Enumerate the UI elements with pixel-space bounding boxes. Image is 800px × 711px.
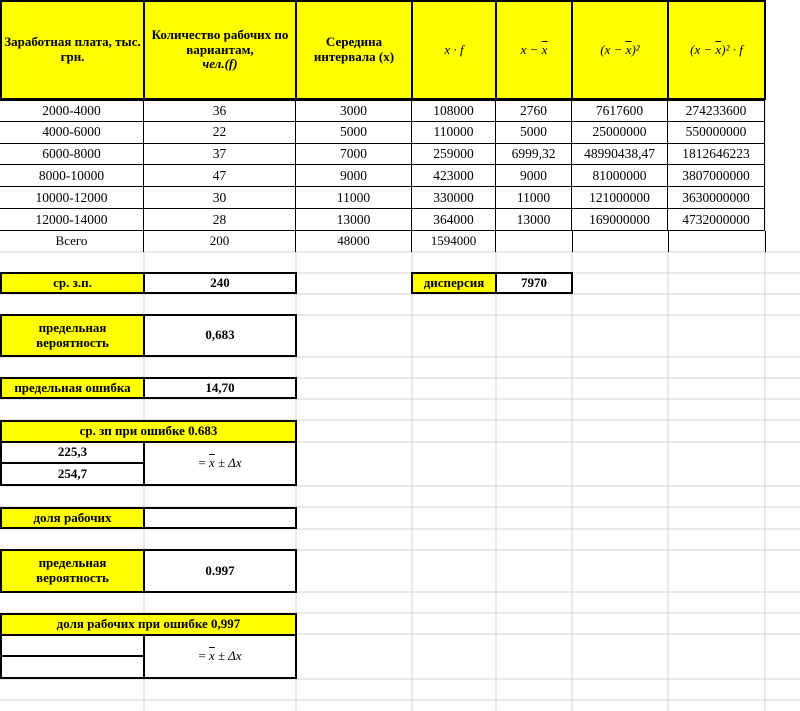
table-cell-range: 2000-4000	[0, 100, 144, 122]
dispersion-value: 7970	[495, 272, 573, 294]
prob1-label: предельная вероятность	[0, 314, 145, 357]
table-cell-xf: 330000	[412, 187, 496, 209]
table-cell-sqf: 3630000000	[668, 187, 765, 209]
table-cell-sqf: 3807000000	[668, 165, 765, 187]
table-cell-sq: 81000000	[572, 165, 668, 187]
total-midpoint: 48000	[296, 231, 412, 252]
table-cell-sqf: 4732000000	[668, 209, 765, 231]
table-cell-dev: 13000	[496, 209, 572, 231]
header-squared-deviation: (x − $\overline{x}$ )²	[571, 0, 669, 100]
table-cell-count: 36	[144, 100, 296, 122]
table-cell-sq: 25000000	[572, 122, 668, 144]
table-cell-xf: 364000	[412, 209, 496, 231]
table-cell-dev: 2760	[496, 100, 572, 122]
header-weighted-squared-deviation: (x − $\overline{x}$ )² · f	[667, 0, 766, 100]
avg-salary-label: ср. з.п.	[0, 272, 145, 294]
avg-salary-value: 240	[143, 272, 297, 294]
table-cell-count: 22	[144, 122, 296, 144]
share-error-low	[0, 634, 145, 657]
header-midpoint: Середина интервала (x)	[295, 0, 413, 100]
table-cell-sq: 169000000	[572, 209, 668, 231]
table-cell-count: 30	[144, 187, 296, 209]
table-cell-range: 12000-14000	[0, 209, 144, 231]
share-value	[143, 507, 297, 529]
table-cell-mid: 7000	[296, 144, 412, 166]
header-workers: Количество рабочих по вариантам, чел.(f)	[143, 0, 297, 100]
header-xf: x · f	[411, 0, 497, 100]
share-error-high	[0, 655, 145, 679]
avg-error-low: 225,3	[0, 441, 145, 464]
table-cell-sq: 48990438,47	[572, 144, 668, 166]
table-cell-dev: 9000	[496, 165, 572, 187]
prob2-value: 0.997	[143, 549, 297, 593]
total-label: Всего	[0, 231, 144, 252]
table-cell-xf: 259000	[412, 144, 496, 166]
header-salary: Заработная плата, тыс. грн.	[0, 0, 145, 100]
table-cell-range: 4000-6000	[0, 122, 144, 144]
interval-formula-1: = $\overline{x}$ ± Δx	[143, 441, 297, 486]
table-cell-count: 28	[144, 209, 296, 231]
dispersion-label: дисперсия	[411, 272, 497, 294]
table-cell-dev: 6999,32	[496, 144, 572, 166]
table-cell-mid: 5000	[296, 122, 412, 144]
table-cell-sqf: 550000000	[668, 122, 765, 144]
total-empty-3	[668, 231, 766, 252]
table-cell-mid: 3000	[296, 100, 412, 122]
table-cell-sq: 7617600	[572, 100, 668, 122]
share-error-label: доля рабочих при ошибке 0,997	[0, 613, 297, 636]
table-cell-count: 47	[144, 165, 296, 187]
table-cell-sq: 121000000	[572, 187, 668, 209]
table-cell-dev: 5000	[496, 122, 572, 144]
error-value: 14,70	[143, 377, 297, 399]
table-cell-mid: 9000	[296, 165, 412, 187]
table-cell-dev: 11000	[496, 187, 572, 209]
table-cell-mid: 13000	[296, 209, 412, 231]
error-label: предельная ошибка	[0, 377, 145, 399]
prob2-label: предельная вероятность	[0, 549, 145, 593]
table-cell-xf: 108000	[412, 100, 496, 122]
table-cell-xf: 423000	[412, 165, 496, 187]
avg-error-high: 254,7	[0, 462, 145, 486]
prob1-value: 0,683	[143, 314, 297, 357]
table-cell-range: 8000-10000	[0, 165, 144, 187]
avg-error-label: ср. зп при ошибке 0.683	[0, 420, 297, 443]
interval-formula-2: = $\overline{x}$ ± Δx	[143, 634, 297, 679]
total-xf: 1594000	[412, 231, 496, 252]
total-count: 200	[144, 231, 296, 252]
header-deviation: x − $\overline{x}$	[495, 0, 573, 100]
total-empty-1	[496, 231, 573, 252]
share-label: доля рабочих	[0, 507, 145, 529]
table-cell-xf: 110000	[412, 122, 496, 144]
table-cell-sqf: 274233600	[668, 100, 765, 122]
table-cell-sqf: 1812646223	[668, 144, 765, 166]
table-cell-range: 10000-12000	[0, 187, 144, 209]
table-cell-range: 6000-8000	[0, 144, 144, 166]
total-empty-2	[572, 231, 669, 252]
table-cell-count: 37	[144, 144, 296, 166]
table-cell-mid: 11000	[296, 187, 412, 209]
